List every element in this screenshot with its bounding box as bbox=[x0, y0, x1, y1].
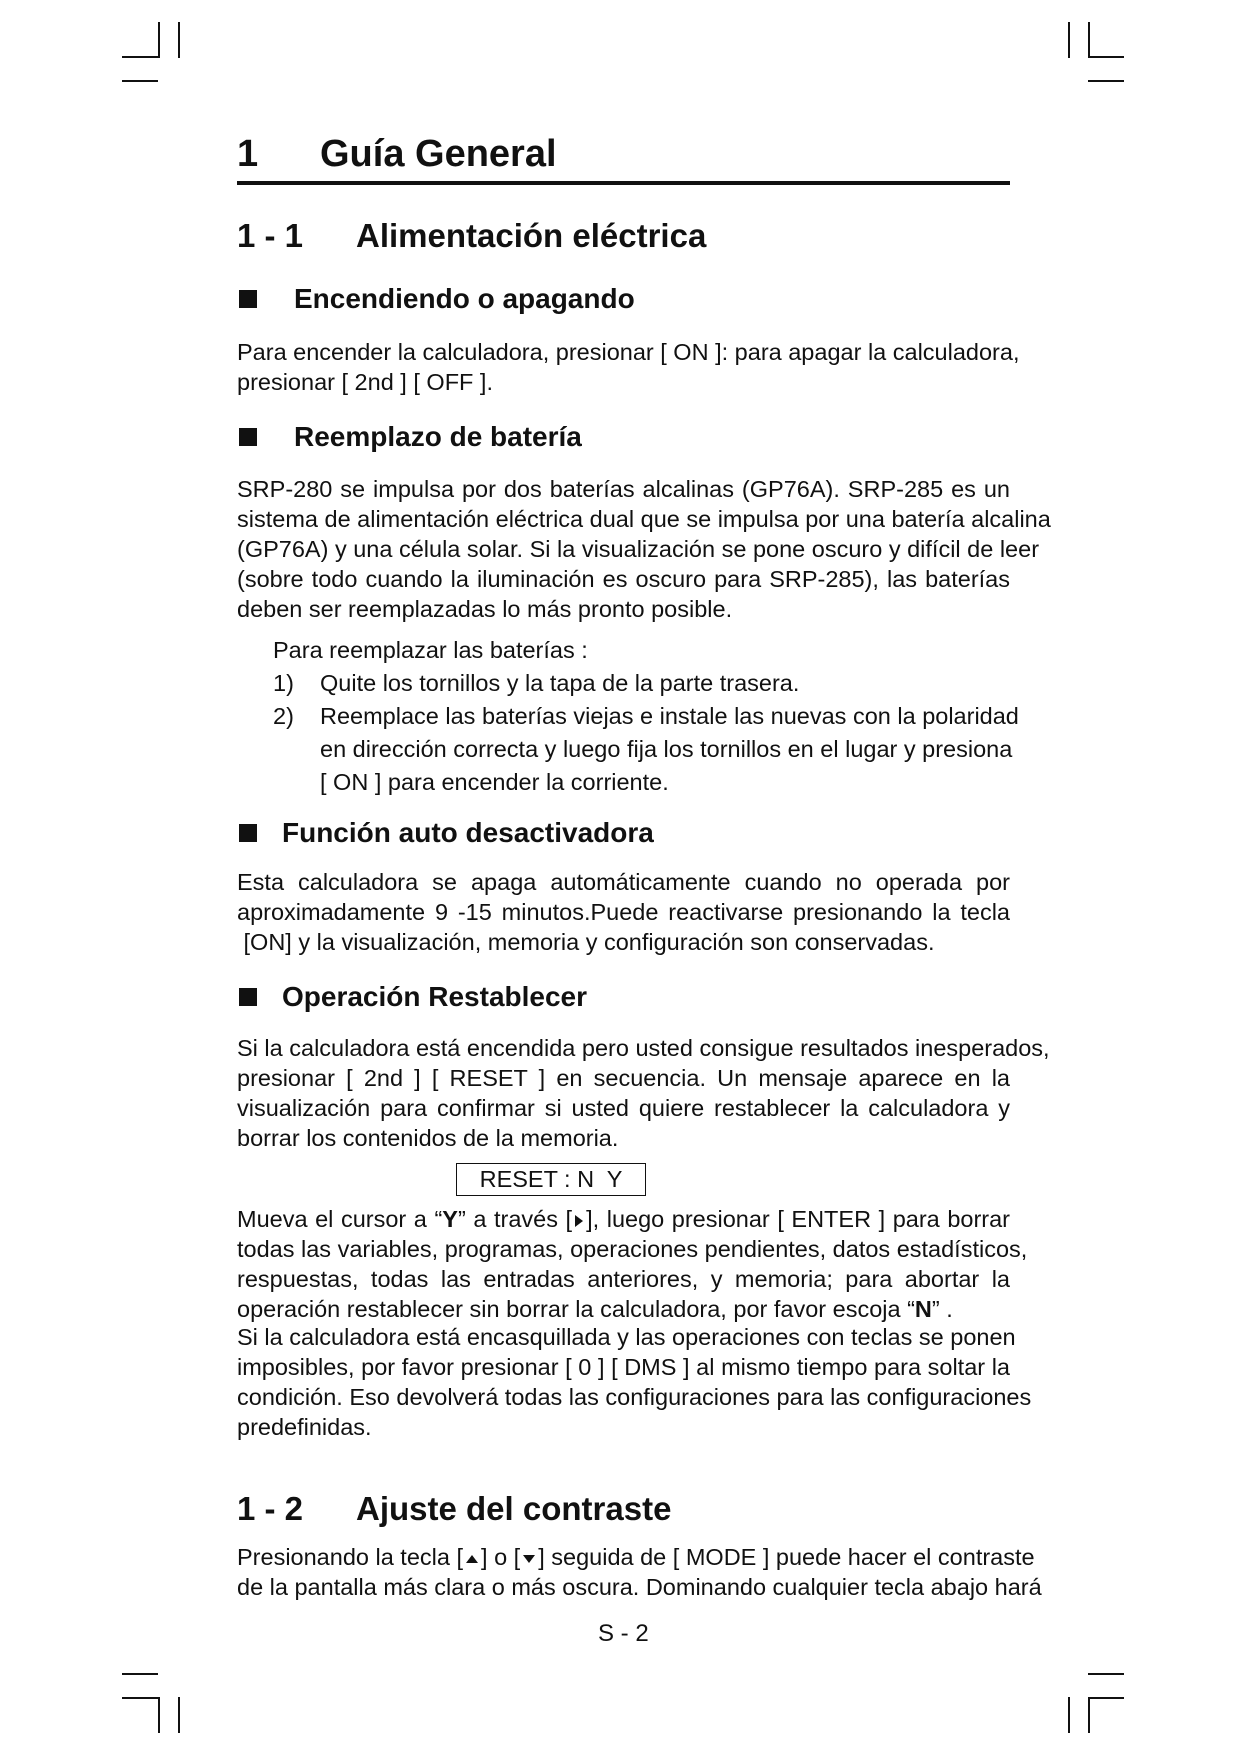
text-line: sistema de alimentación eléctrica dual que se impulsa por una batería alcalina bbox=[237, 506, 1051, 532]
chapter-heading bbox=[237, 133, 1010, 185]
text-line: imposibles, por favor presionar [ 0 ] [ DMS ] al mismo tiempo para soltar la bbox=[237, 1354, 1010, 1380]
section-title: Alimentación eléctrica bbox=[356, 217, 707, 254]
page-number: S - 2 bbox=[598, 1620, 649, 1647]
list-item bbox=[237, 700, 1019, 799]
bullet-square-icon bbox=[239, 428, 257, 446]
crop-mark bbox=[122, 56, 158, 58]
crop-mark bbox=[1088, 1697, 1124, 1699]
text-span: ” a través [ bbox=[457, 1206, 573, 1232]
paragraph bbox=[237, 1033, 1050, 1153]
list-intro: Para reemplazar las baterías : bbox=[273, 637, 588, 663]
bullet-square-icon bbox=[239, 290, 257, 308]
list-text: en dirección correcta y luego fija los tornillos en el lugar y presiona bbox=[320, 736, 1013, 762]
text-span: operación restablecer sin borrar la calculadora, por favor escoja “ bbox=[237, 1296, 915, 1322]
crop-mark bbox=[178, 1697, 180, 1733]
section-title: Ajuste del contraste bbox=[356, 1490, 672, 1527]
crop-mark bbox=[1068, 22, 1070, 58]
text-line: predefinidas. bbox=[237, 1414, 372, 1440]
crop-mark bbox=[158, 22, 160, 58]
text-line: (sobre todo cuando la iluminación es oscuro para SRP-285), las baterías bbox=[237, 566, 1010, 592]
triangle-up-icon bbox=[466, 1555, 478, 1563]
paragraph bbox=[237, 1322, 1032, 1442]
text-line: (GP76A) y una célula solar. Si la visualización se pone oscuro y difícil de leer bbox=[237, 536, 1040, 562]
text-line bbox=[237, 1294, 1010, 1324]
text-line: respuestas, todas las entradas anteriores, y memoria; para abortar la bbox=[237, 1266, 1010, 1292]
crop-mark bbox=[122, 1673, 158, 1675]
text-line: Para encender la calculadora, presionar [ ON ]: para apagar la calculadora, bbox=[237, 339, 1020, 365]
text-line: Si la calculadora está encasquillada y las operaciones con teclas se ponen bbox=[237, 1324, 1016, 1350]
crop-mark bbox=[1088, 80, 1124, 82]
text-span: ], luego presionar [ ENTER ] para borrar bbox=[586, 1206, 1010, 1232]
key-y: Y bbox=[442, 1206, 458, 1232]
text-span: ” . bbox=[931, 1296, 953, 1322]
crop-mark bbox=[122, 80, 158, 82]
triangle-right-icon bbox=[575, 1215, 583, 1227]
crop-mark bbox=[1088, 1673, 1124, 1675]
paragraph bbox=[237, 1542, 1042, 1602]
text-line: aproximadamente 9 -15 minutos.Puede reactivarse presionando la tecla bbox=[237, 899, 1010, 925]
text-line: borrar los contenidos de la memoria. bbox=[237, 1125, 619, 1151]
crop-mark bbox=[1088, 22, 1090, 58]
crop-mark bbox=[122, 1697, 158, 1699]
section-number: 1 - 2 bbox=[237, 1490, 304, 1527]
chapter-number: 1 bbox=[237, 133, 259, 175]
section-number: 1 - 1 bbox=[237, 217, 304, 254]
crop-mark bbox=[1088, 56, 1124, 58]
bullet-square-icon bbox=[239, 988, 257, 1006]
list-text: Reemplace las baterías viejas e instale las nuevas con la polaridad bbox=[320, 703, 1019, 729]
list-item bbox=[237, 667, 1010, 700]
crop-mark bbox=[158, 1697, 160, 1733]
paragraph bbox=[237, 867, 1010, 957]
text-span: Presionando la tecla [ bbox=[237, 1544, 464, 1570]
text-line bbox=[237, 1204, 1010, 1234]
paragraph bbox=[237, 474, 1051, 624]
text-line: deben ser reemplazadas lo más pronto posible. bbox=[237, 596, 733, 622]
chapter-title: Guía General bbox=[320, 133, 557, 175]
triangle-down-icon bbox=[523, 1555, 535, 1563]
list-text: Quite los tornillos y la tapa de la parte trasera. bbox=[320, 670, 800, 696]
list-number: 2) bbox=[273, 703, 294, 729]
crop-mark bbox=[1068, 1697, 1070, 1733]
text-line bbox=[237, 1542, 1035, 1572]
text-line: de la pantalla más clara o más oscura. Dominando cualquier tecla abajo hará bbox=[237, 1574, 1042, 1600]
text-line: todas las variables, programas, operaciones pendientes, datos estadísticos, bbox=[237, 1236, 1028, 1262]
subsection-title: Operación Restablecer bbox=[282, 981, 588, 1012]
text-span: ] o [ bbox=[481, 1544, 521, 1570]
text-span: Mueva el cursor a “ bbox=[237, 1206, 443, 1232]
text-line: visualización para confirmar si usted quiere restablecer la calculadora y bbox=[237, 1095, 1010, 1121]
crop-mark bbox=[178, 22, 180, 58]
text-line: Esta calculadora se apaga automáticamente cuando no operada por bbox=[237, 869, 1010, 895]
crop-mark bbox=[1088, 1697, 1090, 1733]
text-line: presionar [ 2nd ] [ OFF ]. bbox=[237, 369, 493, 395]
text-line: Si la calculadora está encendida pero usted consigue resultados inesperados, bbox=[237, 1035, 1050, 1061]
text-line: SRP-280 se impulsa por dos baterías alcalinas (GP76A). SRP-285 es un bbox=[237, 476, 1010, 502]
text-line: presionar [ 2nd ] [ RESET ] en secuencia. Un mensaje aparece en la bbox=[237, 1065, 1010, 1091]
paragraph bbox=[237, 1204, 1028, 1324]
subsection-title: Función auto desactivadora bbox=[282, 817, 654, 848]
text-line: condición. Eso devolverá todas las configuraciones para las configuraciones bbox=[237, 1384, 1032, 1410]
list-number: 1) bbox=[273, 670, 294, 696]
list-text: [ ON ] para encender la corriente. bbox=[320, 769, 669, 795]
display-reset-box: RESET : N Y bbox=[456, 1163, 646, 1196]
subsection-title: Encendiendo o apagando bbox=[294, 283, 635, 314]
bullet-square-icon bbox=[239, 824, 257, 842]
text-line: [ON] y la visualización, memoria y configuración son conservadas. bbox=[237, 929, 935, 955]
key-n: N bbox=[914, 1296, 932, 1322]
text-span: ] seguida de [ MODE ] puede hacer el contraste bbox=[538, 1544, 1035, 1570]
subsection-title: Reemplazo de batería bbox=[294, 421, 582, 452]
paragraph bbox=[237, 337, 1020, 397]
